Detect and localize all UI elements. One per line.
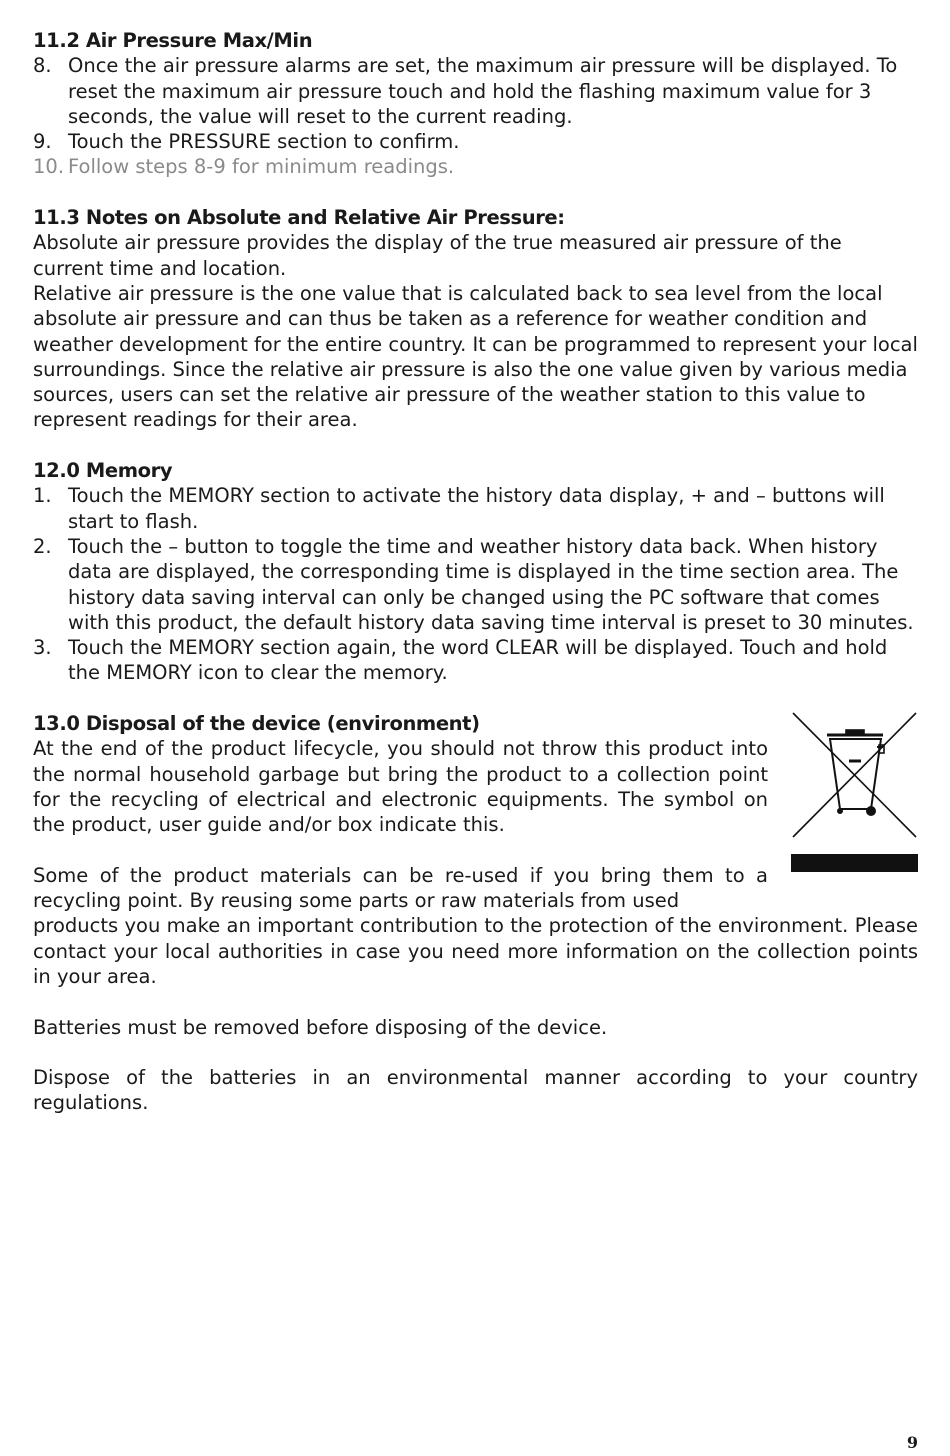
list-text: Touch the MEMORY section to activate the history data display, + and – buttons will start to flash. — [68, 484, 885, 533]
section-12-0-list — [33, 483, 918, 685]
black-bar-symbol — [791, 854, 918, 872]
absolute-pressure-paragraph: Absolute air pressure provides the display of the true measured air pressure of the current time and location. — [33, 231, 842, 280]
list-number: 8. — [33, 54, 52, 78]
relative-pressure-paragraph: Relative air pressure is the one value that is calculated back to sea level from the local absolute air pressure and can thus be taken as a reference for weather condition and weather development for the entire country. It can be programmed to represent your local surroundings. Since the relative air pressure is also the one value given by various media sources, users can set the relative air pressure of the weather station to this value to represent readings for their area. — [33, 281, 918, 432]
disposal-section — [33, 711, 918, 1116]
page-number: 9 — [906, 1433, 918, 1452]
batteries-disposal-paragraph: Dispose of the batteries in an environmental manner according to your country regulations. — [33, 1066, 918, 1115]
list-text: Follow steps 8-9 for minimum readings. — [68, 155, 455, 179]
list-number: 3. — [33, 636, 52, 660]
crossed-out-wheelie-bin-icon — [791, 711, 918, 841]
list-text: Touch the PRESSURE section to confirm. — [68, 130, 460, 154]
section-12-0-heading: 12.0 Memory — [33, 459, 173, 483]
list-item — [33, 154, 918, 179]
list-number: 9. — [33, 130, 52, 154]
recycling-paragraph-end: products you make an important contribution to the protection of the environment. Please contact your local authorities in case you need more information on the collection points in your area. — [33, 914, 918, 988]
batteries-removal-paragraph: Batteries must be removed before disposing of the device. — [33, 1015, 608, 1039]
list-item — [33, 534, 918, 635]
list-text: Once the air pressure alarms are set, the maximum air pressure will be displayed. To reset the maximum air pressure touch and hold the flashing maximum value for 3 seconds, the value will reset to the current reading. — [68, 54, 898, 128]
disposal-paragraph: At the end of the product lifecycle, you should not throw this product into the normal household garbage but bring the product to a collection point for the recycling of electrical and electronic equipments. The symbol on the product, user guide and/or box indicate this. — [33, 737, 768, 837]
section-11-2-list — [33, 53, 918, 179]
list-text: Touch the MEMORY section again, the word CLEAR will be displayed. Touch and hold the MEMORY icon to clear the memory. — [68, 636, 888, 685]
list-item — [33, 635, 918, 686]
section-11-3-heading: 11.3 Notes on Absolute and Relative Air Pressure: — [33, 206, 565, 230]
list-item — [33, 53, 918, 129]
list-number: 2. — [33, 534, 52, 558]
list-item — [33, 129, 918, 154]
recycling-paragraph-start: Some of the product materials can be re-used if you bring them to a recycling point. By reusing some parts or raw materials from used — [33, 863, 768, 913]
list-number: 10. — [33, 155, 65, 179]
section-13-0-heading: 13.0 Disposal of the device (environment) — [33, 712, 480, 736]
document-page — [33, 28, 918, 1116]
list-number: 1. — [33, 484, 52, 508]
list-text: Touch the – button to toggle the time and weather history data back. When history data are displayed, the corresponding time is displayed in the time section area. The history data saving interval can only be changed using the PC software that comes with this product, the default history data saving time interval is preset to 30 minutes. — [68, 534, 914, 634]
section-11-2-heading: 11.2 Air Pressure Max/Min — [33, 29, 313, 52]
list-item — [33, 483, 918, 534]
